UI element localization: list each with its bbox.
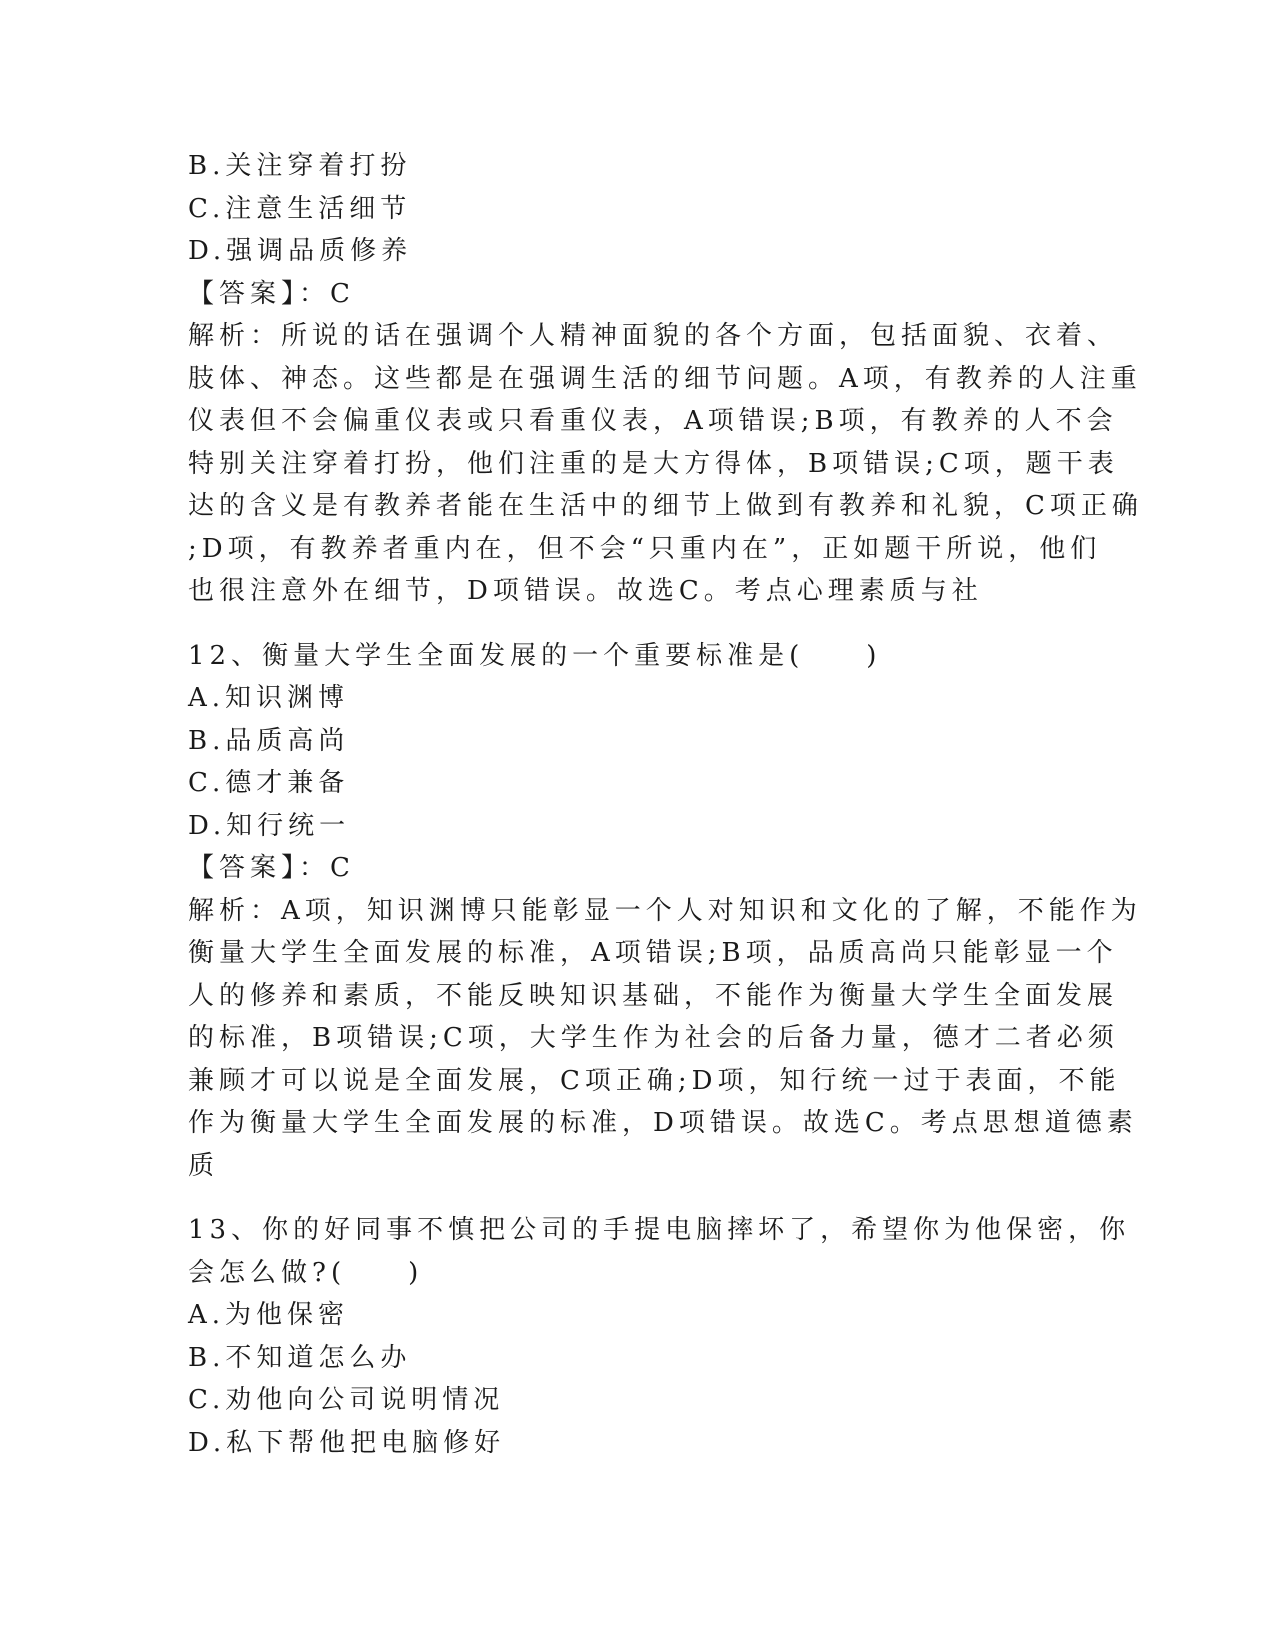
option-b: B.品质高尚 <box>188 725 350 756</box>
spacer <box>188 613 1088 635</box>
option-d: D.私下帮他把电脑修好 <box>188 1427 506 1458</box>
answer-label: 【答案】：C <box>188 853 355 883</box>
explanation-line: 作为衡量大学生全面发展的标准，D项错误。故选C。考点思想道德素 <box>188 1108 1138 1138</box>
explanation-line: ;D项，有教养者重内在，但不会“只重内在”，正如题干所说，他们 <box>188 533 1102 564</box>
question-text: 会怎么做?( ) <box>188 1257 424 1288</box>
option-d: D.知行统一 <box>188 810 351 841</box>
explanation-line: 人的修养和素质，不能反映知识基础，不能作为衡量大学生全面发展 <box>188 980 1119 1011</box>
option-c: C.劝他向公司说明情况 <box>188 1385 505 1415</box>
explanation-line: 达的含义是有教养者能在生活中的细节上做到有教养和礼貌，C项正确 <box>188 491 1143 521</box>
question-text: 12、衡量大学生全面发展的一个重要标准是( ) <box>188 640 882 671</box>
option-c: C.德才兼备 <box>188 768 350 798</box>
explanation-line: 肢体、神态。这些都是在强调生活的细节问题。A项，有教养的人注重 <box>188 363 1142 394</box>
explanation-line: 解析：所说的话在强调个人精神面貌的各个方面，包括面貌、衣着、 <box>188 321 1119 351</box>
option-a: A.为他保密 <box>188 1300 350 1330</box>
question-text: 13、你的好同事不慎把公司的手提电脑摔坏了，希望你为他保密，你 <box>188 1215 1131 1245</box>
answer-label: 【答案】：C <box>188 278 355 309</box>
spacer <box>188 1187 1088 1209</box>
explanation-line: 的标准，B项错误;C项，大学生作为社会的后备力量，德才二者必须 <box>188 1023 1119 1053</box>
option-b: B.关注穿着打扮 <box>188 151 412 181</box>
option-c: C.注意生活细节 <box>188 193 412 224</box>
option-a: A.知识渊博 <box>188 683 350 713</box>
explanation-line: 也很注意外在细节，D项错误。故选C。考点心理素质与社 <box>188 576 983 606</box>
question-12-block <box>188 635 1142 1188</box>
question-13-block <box>188 1209 1131 1464</box>
explanation-line: 解析：A项，知识渊博只能彰显一个人对知识和文化的了解，不能作为 <box>188 895 1142 926</box>
explanation-line: 质 <box>188 1150 220 1181</box>
question-11-block <box>188 145 1143 613</box>
explanation-line: 仪表但不会偏重仪表或只看重仪表，A项错误;B项，有教养的人不会 <box>188 406 1118 436</box>
explanation-line: 兼顾才可以说是全面发展，C项正确;D项，知行统一过于表面，不能 <box>188 1065 1121 1096</box>
explanation-line: 衡量大学生全面发展的标准，A项错误;B项，品质高尚只能彰显一个 <box>188 938 1118 968</box>
document-page <box>188 145 1143 1464</box>
option-d: D.强调品质修养 <box>188 236 413 266</box>
option-b: B.不知道怎么办 <box>188 1342 412 1373</box>
explanation-line: 特别关注穿着打扮，他们注重的是大方得体，B项错误;C项，题干表 <box>188 448 1119 479</box>
